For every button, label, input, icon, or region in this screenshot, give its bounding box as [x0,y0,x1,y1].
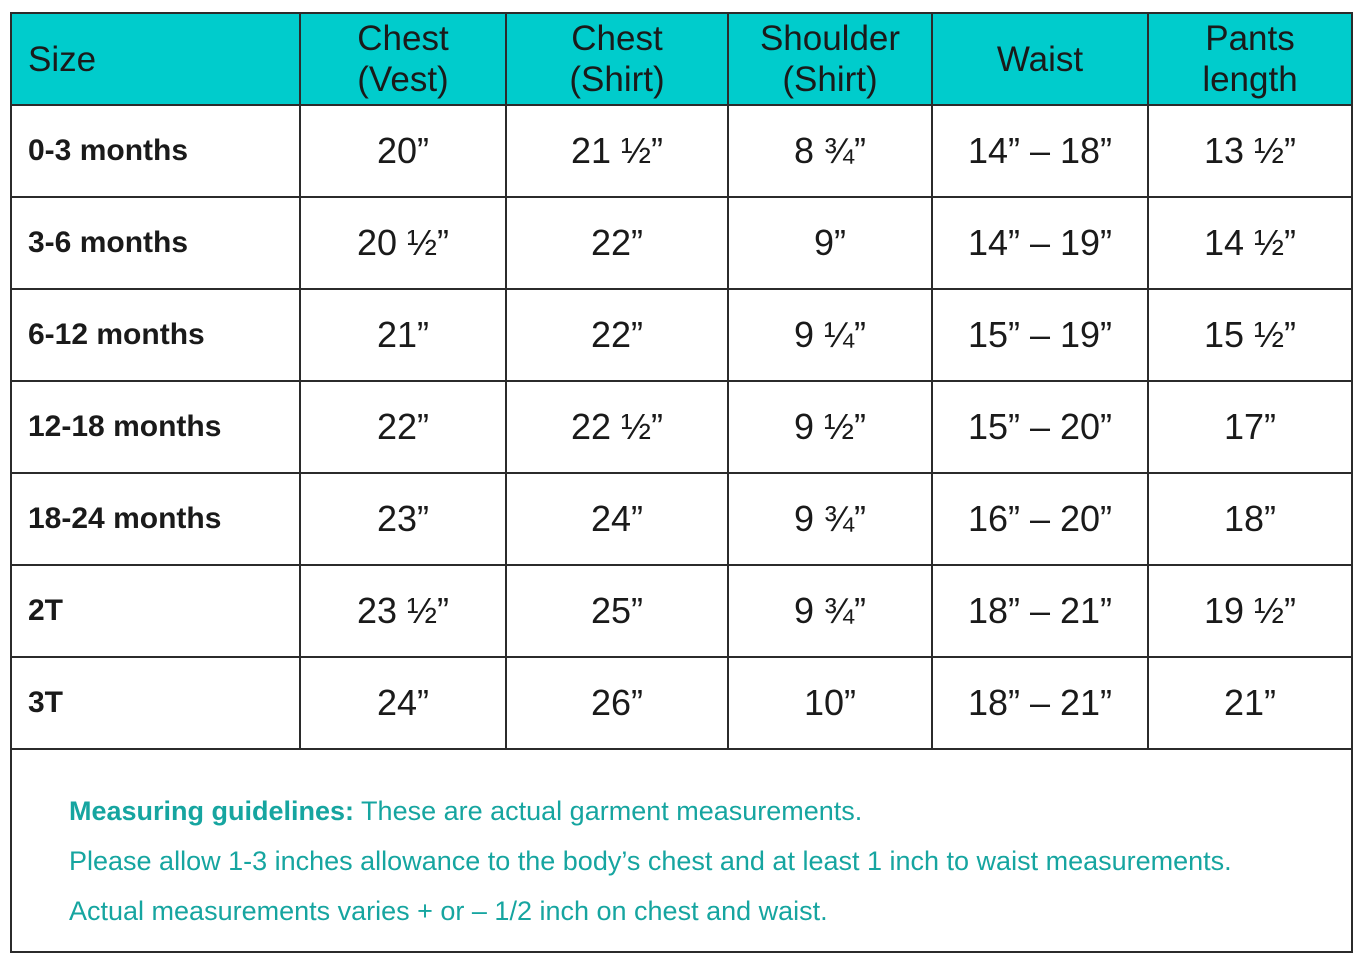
guidelines-label: Measuring guidelines: [69,796,355,826]
pants-length-cell: 13 ½” [1148,105,1351,197]
size-table [12,14,1351,750]
table-row [12,473,1351,565]
size-cell: 6-12 months [12,289,300,381]
waist-cell: 18” – 21” [932,657,1148,749]
shoulder-shirt-cell: 9 ¾” [728,473,932,565]
size-cell: 0-3 months [12,105,300,197]
waist-cell: 14” – 19” [932,197,1148,289]
size-cell: 3T [12,657,300,749]
waist-cell: 18” – 21” [932,565,1148,657]
guidelines-text-1: These are actual garment measurements. [354,796,863,826]
size-cell: 18-24 months [12,473,300,565]
waist-cell: 16” – 20” [932,473,1148,565]
shoulder-shirt-cell: 10” [728,657,932,749]
guidelines-line-2: Please allow 1-3 inches allowance to the body’s chest and at least 1 inch to waist measurements. [69,846,1232,876]
pants-length-cell: 15 ½” [1148,289,1351,381]
header-chest-shirt: Chest (Shirt) [506,14,728,105]
header-pants-length: Pants length [1148,14,1351,105]
header-size: Size [12,14,300,105]
header-waist: Waist [932,14,1148,105]
table-row [12,105,1351,197]
chest-shirt-cell: 24” [506,473,728,565]
chest-vest-cell: 22” [300,381,506,473]
chest-vest-cell: 23 ½” [300,565,506,657]
waist-cell: 15” – 20” [932,381,1148,473]
size-cell: 2T [12,565,300,657]
chest-shirt-cell: 25” [506,565,728,657]
chest-vest-cell: 21” [300,289,506,381]
chest-shirt-cell: 22 ½” [506,381,728,473]
chest-vest-cell: 24” [300,657,506,749]
chest-vest-cell: 20” [300,105,506,197]
shoulder-shirt-cell: 8 ¾” [728,105,932,197]
header-shoulder-shirt: Shoulder (Shirt) [728,14,932,105]
chest-shirt-cell: 22” [506,289,728,381]
shoulder-shirt-cell: 9 ¼” [728,289,932,381]
table-row [12,381,1351,473]
size-cell: 12-18 months [12,381,300,473]
shoulder-shirt-cell: 9 ¾” [728,565,932,657]
table-row [12,289,1351,381]
pants-length-cell: 18” [1148,473,1351,565]
waist-cell: 14” – 18” [932,105,1148,197]
chest-vest-cell: 20 ½” [300,197,506,289]
pants-length-cell: 21” [1148,657,1351,749]
header-chest-vest: Chest (Vest) [300,14,506,105]
shoulder-shirt-cell: 9 ½” [728,381,932,473]
table-row [12,657,1351,749]
shoulder-shirt-cell: 9” [728,197,932,289]
table-row [12,565,1351,657]
table-row [12,197,1351,289]
chest-shirt-cell: 21 ½” [506,105,728,197]
chest-vest-cell: 23” [300,473,506,565]
header-row [12,14,1351,105]
measuring-guidelines [69,786,1349,936]
size-chart [10,12,1353,953]
waist-cell: 15” – 19” [932,289,1148,381]
size-cell: 3-6 months [12,197,300,289]
guidelines-line-3: Actual measurements varies + or – 1/2 inch on chest and waist. [69,896,828,926]
pants-length-cell: 19 ½” [1148,565,1351,657]
pants-length-cell: 14 ½” [1148,197,1351,289]
chest-shirt-cell: 26” [506,657,728,749]
pants-length-cell: 17” [1148,381,1351,473]
chest-shirt-cell: 22” [506,197,728,289]
guidelines-line-1 [69,786,1349,836]
